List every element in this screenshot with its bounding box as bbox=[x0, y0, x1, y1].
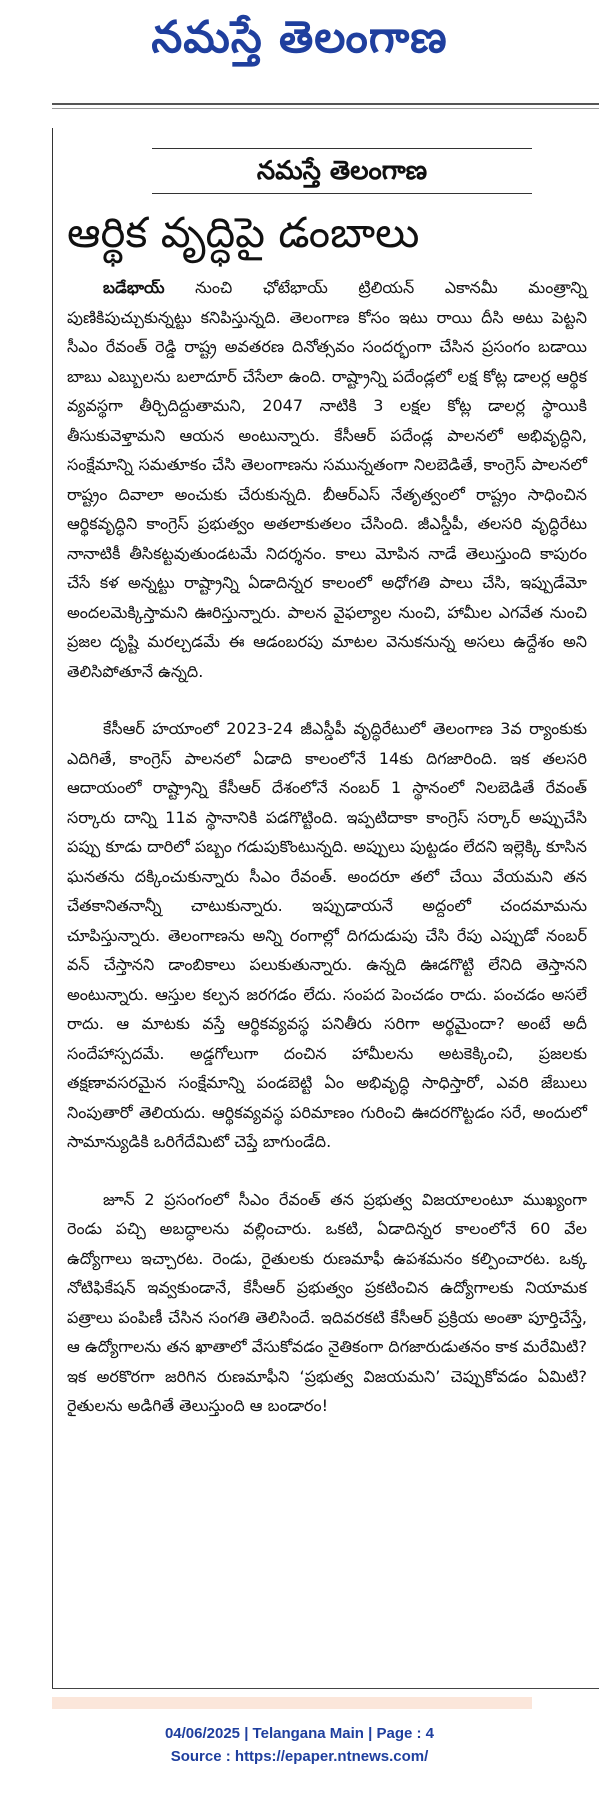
article-body bbox=[67, 273, 587, 1449]
clipping-border bbox=[52, 128, 53, 1688]
masthead-rule-thin bbox=[52, 108, 599, 109]
section-header: నమస్తే తెలంగాణ bbox=[152, 148, 532, 194]
edition-info: 04/06/2025 | Telangana Main | Page : 4 bbox=[164, 1725, 435, 1742]
paragraph-text: నుంచి ఛోటేభాయ్ ట్రిలియన్ ఎకానమీ మంత్రాన్ని పుణికిపుచ్చుకున్నట్టు కనిపిస్తున్నది. తెలంగాణ కోసం ఇటు రాయి దీసి అటు పెట్టని సీఎం రేవంత్ రెడ్డి రాష్ట్ర అవతరణ దినోత్సవం సందర్భంగా చేసిన ప్రసంగం బడాయి బాబు ఎబ్బులను బలాదూర్ చేసేలా ఉంది. రాష్ట్రాన్ని పదేండ్లలో లక్ష కోట్ల డాలర్ల ఆర్థిక వ్యవస్థగా తీర్చిదిద్దుతామని, 2047 నాటికి 3 లక్షల కోట్ల డాలర్ల స్థాయికి తీసుకువెళ్తామని ఆయన అంటున్నారు. కేసీఆర్ పదేండ్ల పాలనలో అభివృద్ధిని, సంక్షేమాన్ని సమతూకం చేసి తెలంగాణను సమున్నతంగా నిలబెడితే, కాంగ్రెస్ పాలనలో రాష్ట్రం దివాలా అంచుకు చేరుకున్నది. బీఆర్ఎస్ నేతృత్వంలో రాష్ట్రం సాధించిన ఆర్థికవృద్ధిని కాంగ్రెస్ ప్రభుత్వం అతలాకుతలం చేసింది. జీఎస్డీపీ, తలసరి వృద్ధిరేటు నానాటికీ తీసికట్టవుతుండటమే నిదర్శనం. కాలు మోపిన నాడే తెలుస్తుంది కాపురం చేసే కళ అన్నట్టు రాష్ట్రాన్ని ఏడాదిన్నర కాలంలో అధోగతి పాలు చేసి, ఇప్పుడేమో అందలమెక్కిస్తామని ఊరిస్తున్నారు. పాలన వైఫల్యాల నుంచి, హామీల ఎగవేత నుంచి ప్రజల దృష్టి మరల్చడమే ఈ ఆడంబరపు మాటల వెనుకనున్న అసలు ఉద్దేశం అని తెలిసిపోతూనే ఉన్నది. bbox=[67, 278, 587, 681]
article-paragraph-1 bbox=[67, 273, 587, 686]
newspaper-logo: నమస్తే తెలంగాణ bbox=[151, 12, 448, 63]
article-paragraph-2: కేసీఆర్ హయాంలో 2023-24 జీఎస్డీపీ వృద్ధిరేటులో తెలంగాణ 3వ ర్యాంకుకు ఎదిగితే, కాంగ్రెస్ పాలనలో ఏడాది కాలంలోనే 14కు దిగజారింది. ఇక తలసరి ఆదాయంలో రాష్ట్రాన్ని కేసీఆర్ దేశంలోనే నంబర్ 1 స్థానంలో నిలబెడితే రేవంత్ సర్కారు దాన్ని 11వ స్థానానికి పడగొట్టింది. ఇప్పటిదాకా కాంగ్రెస్ సర్కార్ అప్పుచేసి పప్పు కూడు దారిలో పబ్బం గడుపుకొంటున్నది. అప్పులు పుట్టడం లేదని ఇల్లెక్కి కూసిన ఘనతను దక్కించుకున్నారు సీఎం రేవంత్. అందరూ తలో చేయి వేయమని తన చేతకానితనాన్నీ చాటుకున్నారు. ఇప్పుడాయనే అద్దంలో చందమామను చూపిస్తున్నారు. తెలంగాణను అన్ని రంగాల్లో దిగదుడుపు చేసి రేపు ఎప్పుడో నంబర్ వన్ చేస్తానని డాంబికాలు పలుకుతున్నారు. ఉన్నది ఊడగొట్టి లేనిది తెస్తానని అంటున్నారు. ఆస్తుల కల్పన జరగడం లేదు. సంపద పెంచడం రాదు. పంచడం అసలే రాదు. ఆ మాటకు వస్తే ఆర్థికవ్యవస్థ పనితీరు సరిగా అర్థమైందా? అంటే అదీ సందేహాస్పదమే. అడ్డగోలుగా దంచిన హామీలను అటకెక్కించి, ప్రజలకు తక్షణావసరమైన సంక్షేమాన్ని పండబెట్టి ఏం అభివృద్ధి సాధిస్తారో, ఎవరి జేబులు నింపుతారో తెలియదు. ఆర్థికవ్యవస్థ పరిమాణం గురించి ఊదరగొట్టడం సరే, అందులో సామాన్యుడికి ఒరిగేదేమిటో చెప్తే బాగుండేది. bbox=[67, 719, 587, 1151]
article-headline: ఆర్థిక వృద్ధిపై డంబాలు bbox=[67, 208, 420, 257]
source-link[interactable]: Source : https://epaper.ntnews.com/ bbox=[170, 1748, 429, 1765]
article-clipping bbox=[52, 128, 599, 1688]
source-footer bbox=[0, 1722, 599, 1768]
clipping-bottom-shade bbox=[52, 1697, 532, 1709]
article-paragraph-3: జూన్ 2 ప్రసంగంలో సీఎం రేవంత్ తన ప్రభుత్వ విజయాలంటూ ముఖ్యంగా రెండు పచ్చి అబద్ధాలను వల్లించారు. ఒకటి, ఏడాదిన్నర కాలంలోనే 60 వేల ఉద్యోగాలు ఇచ్చారట. రెండు, రైతులకు రుణమాఫీ ఉపశమనం కల్పించారట. ఒక్క నోటిఫికేషన్ ఇవ్వకుండానే, కేసీఆర్ ప్రభుత్వం ప్రకటించిన ఉద్యోగాలకు నియామక పత్రాలు పంపిణీ చేసిన సంగతి తెలిసిందే. ఇదివరకటి కేసీఆర్ ప్రక్రియ అంతా పూర్తిచేస్తే, ఆ ఉద్యోగాలను తన ఖాతాలో వేసుకోవడం నైతికంగా దిగజారుడుతనం కాక మరేమిటి? ఇక అరకొరగా జరిగిన రుణమాఫీని ‘ప్రభుత్వ విజయమని’ చెప్పుకోవడం ఏమిటి? రైతులను అడిగితే తెలుస్తుంది ఆ బండారం! bbox=[67, 1189, 587, 1415]
clipping-bottom-rule bbox=[52, 1688, 599, 1689]
lead-word: బడేభాయ్ bbox=[103, 278, 165, 297]
masthead bbox=[0, 0, 599, 100]
masthead-rule bbox=[52, 103, 599, 105]
